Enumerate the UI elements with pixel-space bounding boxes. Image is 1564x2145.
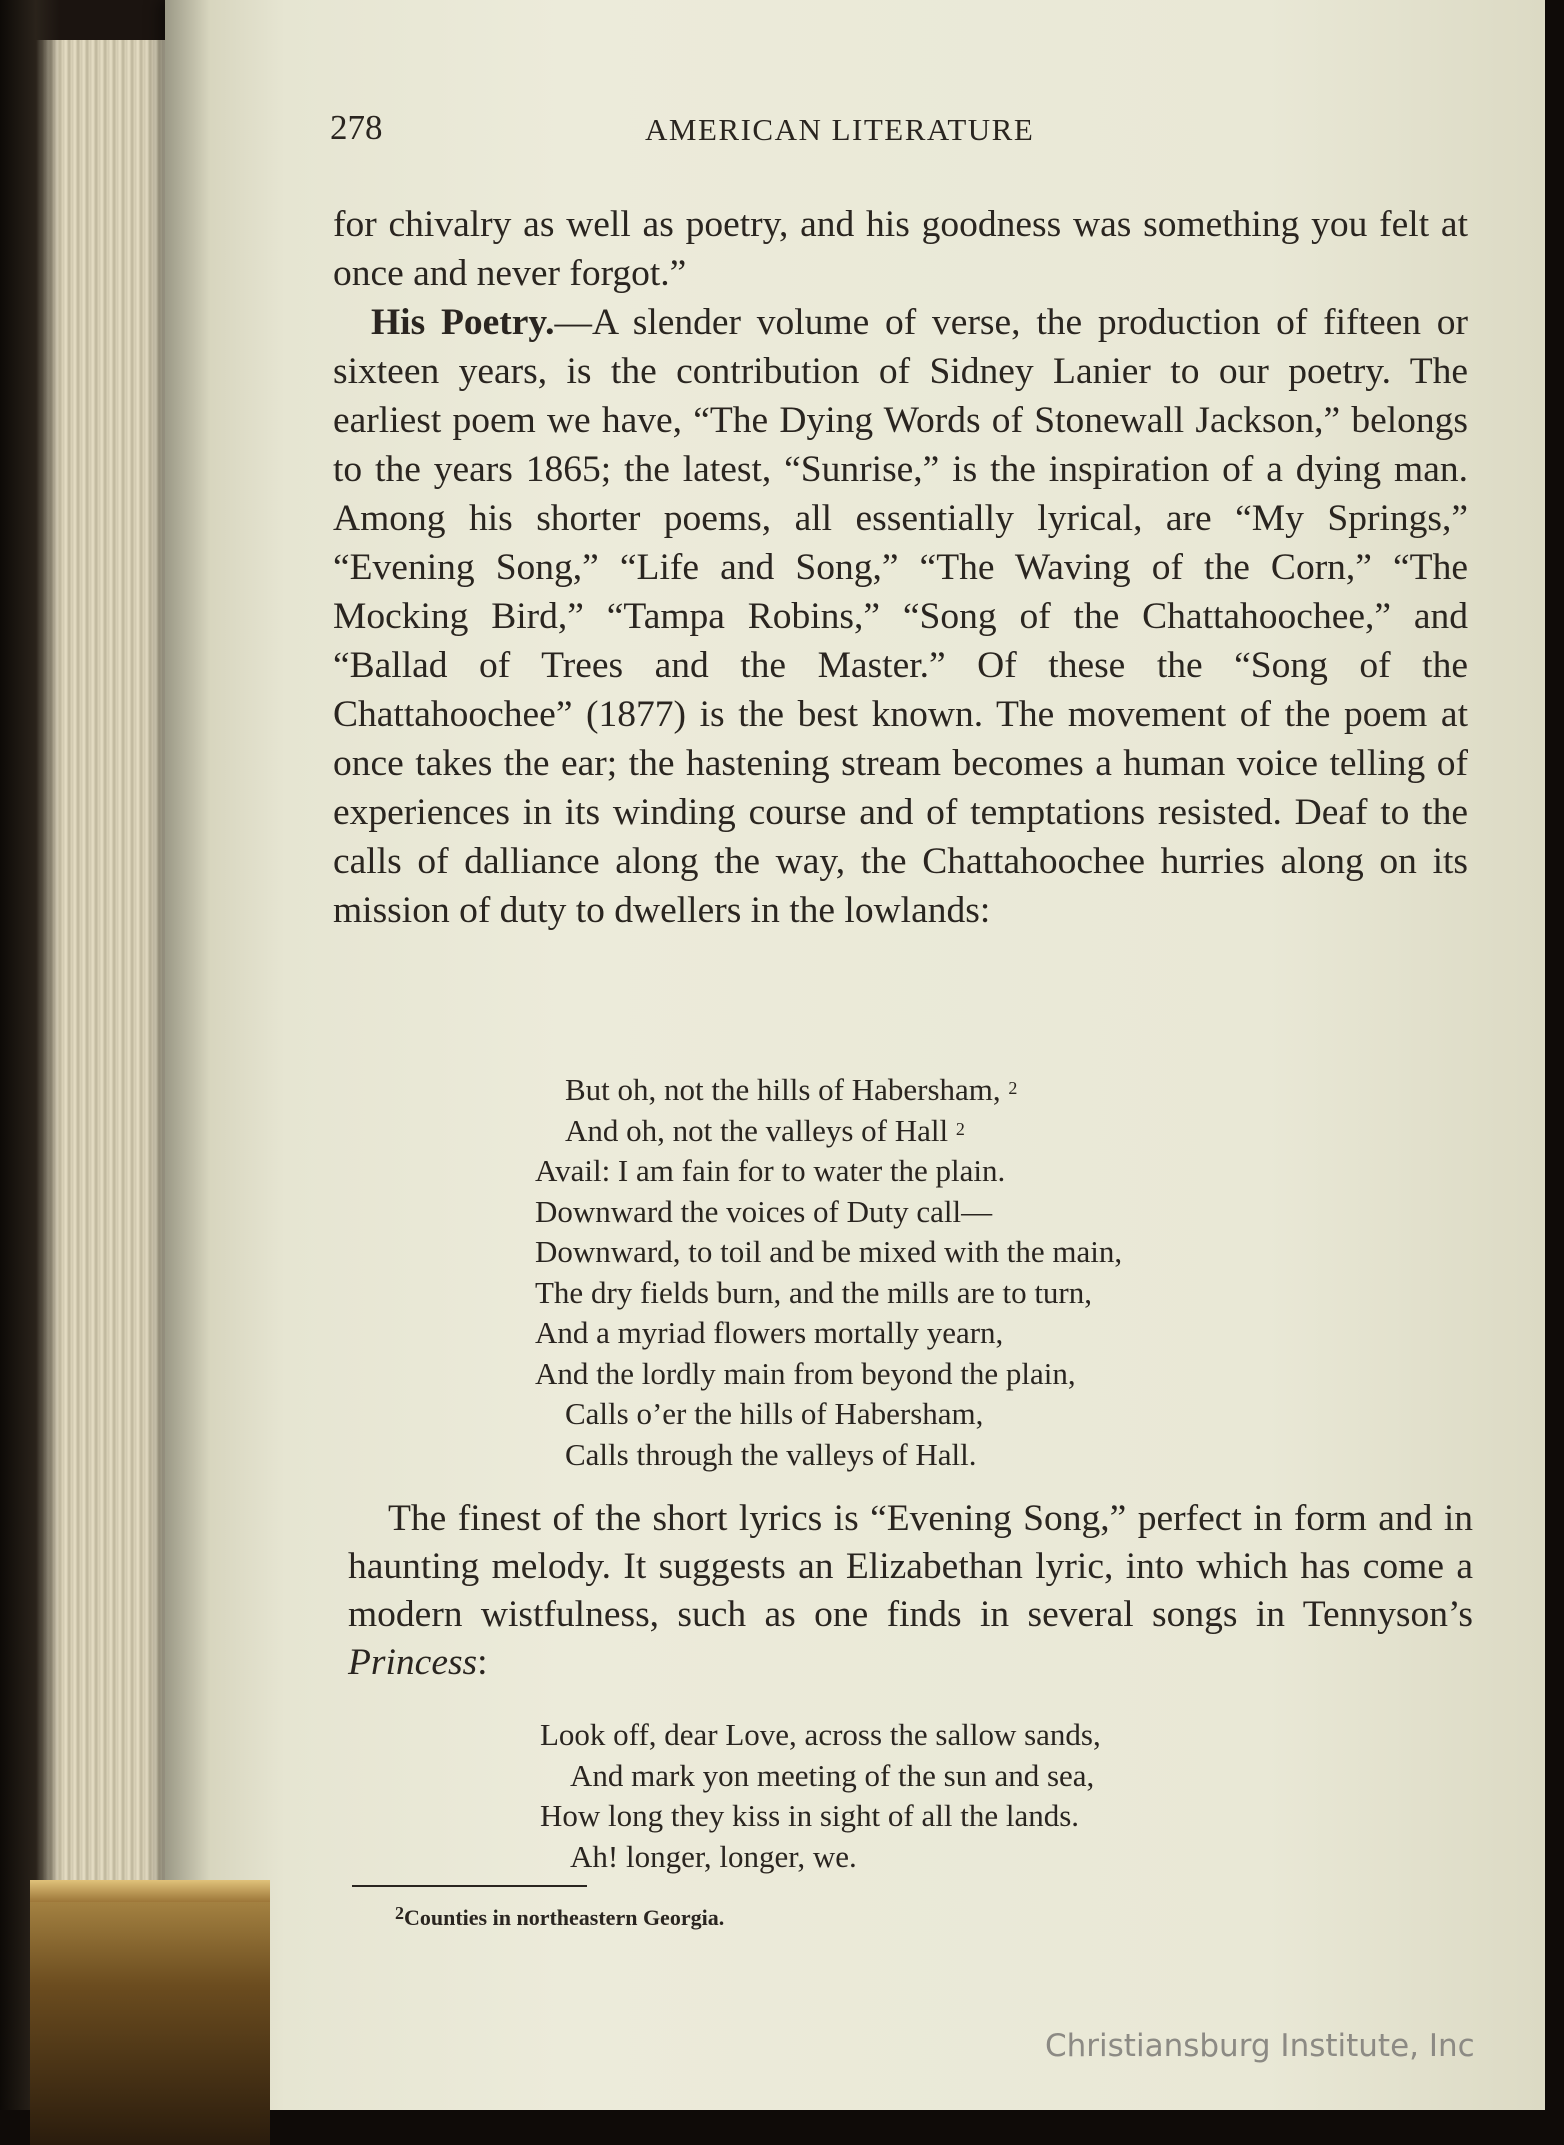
poem-line: Downward the voices of Duty call— — [535, 1193, 993, 1229]
paragraph-evening-song: The finest of the short lyrics is “Evening Song,” perfect in form and in haunting melody. It suggests an Elizabethan lyric, into which has come a modern wistfulness, such as one finds in several songs in Tennyson’s Princess: — [348, 1498, 1473, 1683]
work-title: Princess — [348, 1642, 478, 1683]
poem-line: Avail: I am fain for to water the plain. — [535, 1153, 1006, 1188]
watermark: Christiansburg Institute, Inc — [1045, 2028, 1475, 2064]
poem-line: But oh, not the hills of Habersham, $^2$ — [565, 1072, 1018, 1107]
body-text-lower — [348, 1495, 1473, 1687]
paragraph-his-poetry — [333, 298, 1468, 935]
poem-line: Ah! longer, longer, we. — [570, 1838, 857, 1874]
book-cover-edge — [30, 1880, 270, 1902]
running-title: AMERICAN LITERATURE — [645, 112, 1035, 147]
page-gutter-shadow — [165, 0, 210, 2110]
page-header — [330, 108, 1145, 158]
poem-line: Calls o’er the hills of Habersham, — [565, 1396, 984, 1431]
section-heading: His Poetry. — [371, 302, 555, 343]
paragraph-text: —A slender volume of verse, the production of fifteen or sixteen years, is the contribution of Sidney Lanier to our poetry. The earliest poem we have, “The Dying Words of Stonewall Jackson,” belongs to the years 1865; the latest, “Sunrise,” is the inspiration of a dying man. Among his shorter poems, all essentially lyrical, are “My Springs,” “Evening Song,” “Life and Song,” “The Waving of the Corn,” “The Mocking Bird,” “Tampa Robins,” “Song of the Chattahoochee,” and “Ballad of Trees and the Master.” Of these the “Song of the Chattahoochee” (1877) is the best known. The movement of the poem at once takes the ear; the hastening stream becomes a human voice telling of experiences in its winding course and of temptations resisted. Deaf to the calls of dalliance along the way, the Chattahoochee hurries along on its mission of duty to dwellers in the lowlands: — [333, 302, 1469, 931]
footnote-mark: 2 — [395, 1903, 404, 1923]
book-spine-shadow — [0, 0, 60, 2145]
body-text-upper — [333, 200, 1468, 935]
footnote-marker: 2 — [1008, 1078, 1018, 1098]
poem-line: And a myriad flowers mortally yearn, — [535, 1315, 1004, 1350]
poem-line: And mark yon meeting of the sun and sea, — [570, 1757, 1095, 1793]
poem-evening-song — [540, 1715, 1101, 1877]
footnote — [395, 1905, 724, 1931]
page-number: 278 — [330, 108, 383, 147]
poem-line: And the lordly main from beyond the plain, — [535, 1355, 1076, 1391]
poem-line: Look off, dear Love, across the sallow sands, — [540, 1717, 1101, 1752]
footnote-text: Counties in northeastern Georgia. — [404, 1905, 725, 1930]
right-background — [1545, 0, 1564, 2145]
footnote-marker: 2 — [955, 1118, 965, 1139]
poem-chattahoochee — [535, 1070, 1122, 1475]
poem-line: And oh, not the valleys of Hall $^2$ — [565, 1112, 965, 1148]
poem-line: The dry fields burn, and the mills are to turn, — [535, 1274, 1093, 1310]
poem-line: How long they kiss in sight of all the lands. — [540, 1798, 1080, 1833]
poem-line: Downward, to toil and be mixed with the main, — [535, 1234, 1123, 1269]
poem-line: Calls through the valleys of Hall. — [565, 1436, 977, 1472]
footnote-rule — [352, 1885, 587, 1887]
book-cover-corner — [30, 1880, 270, 2145]
paragraph-continuation: for chivalry as well as poetry, and his goodness was something you felt at once and never forgot.” — [333, 204, 1468, 294]
